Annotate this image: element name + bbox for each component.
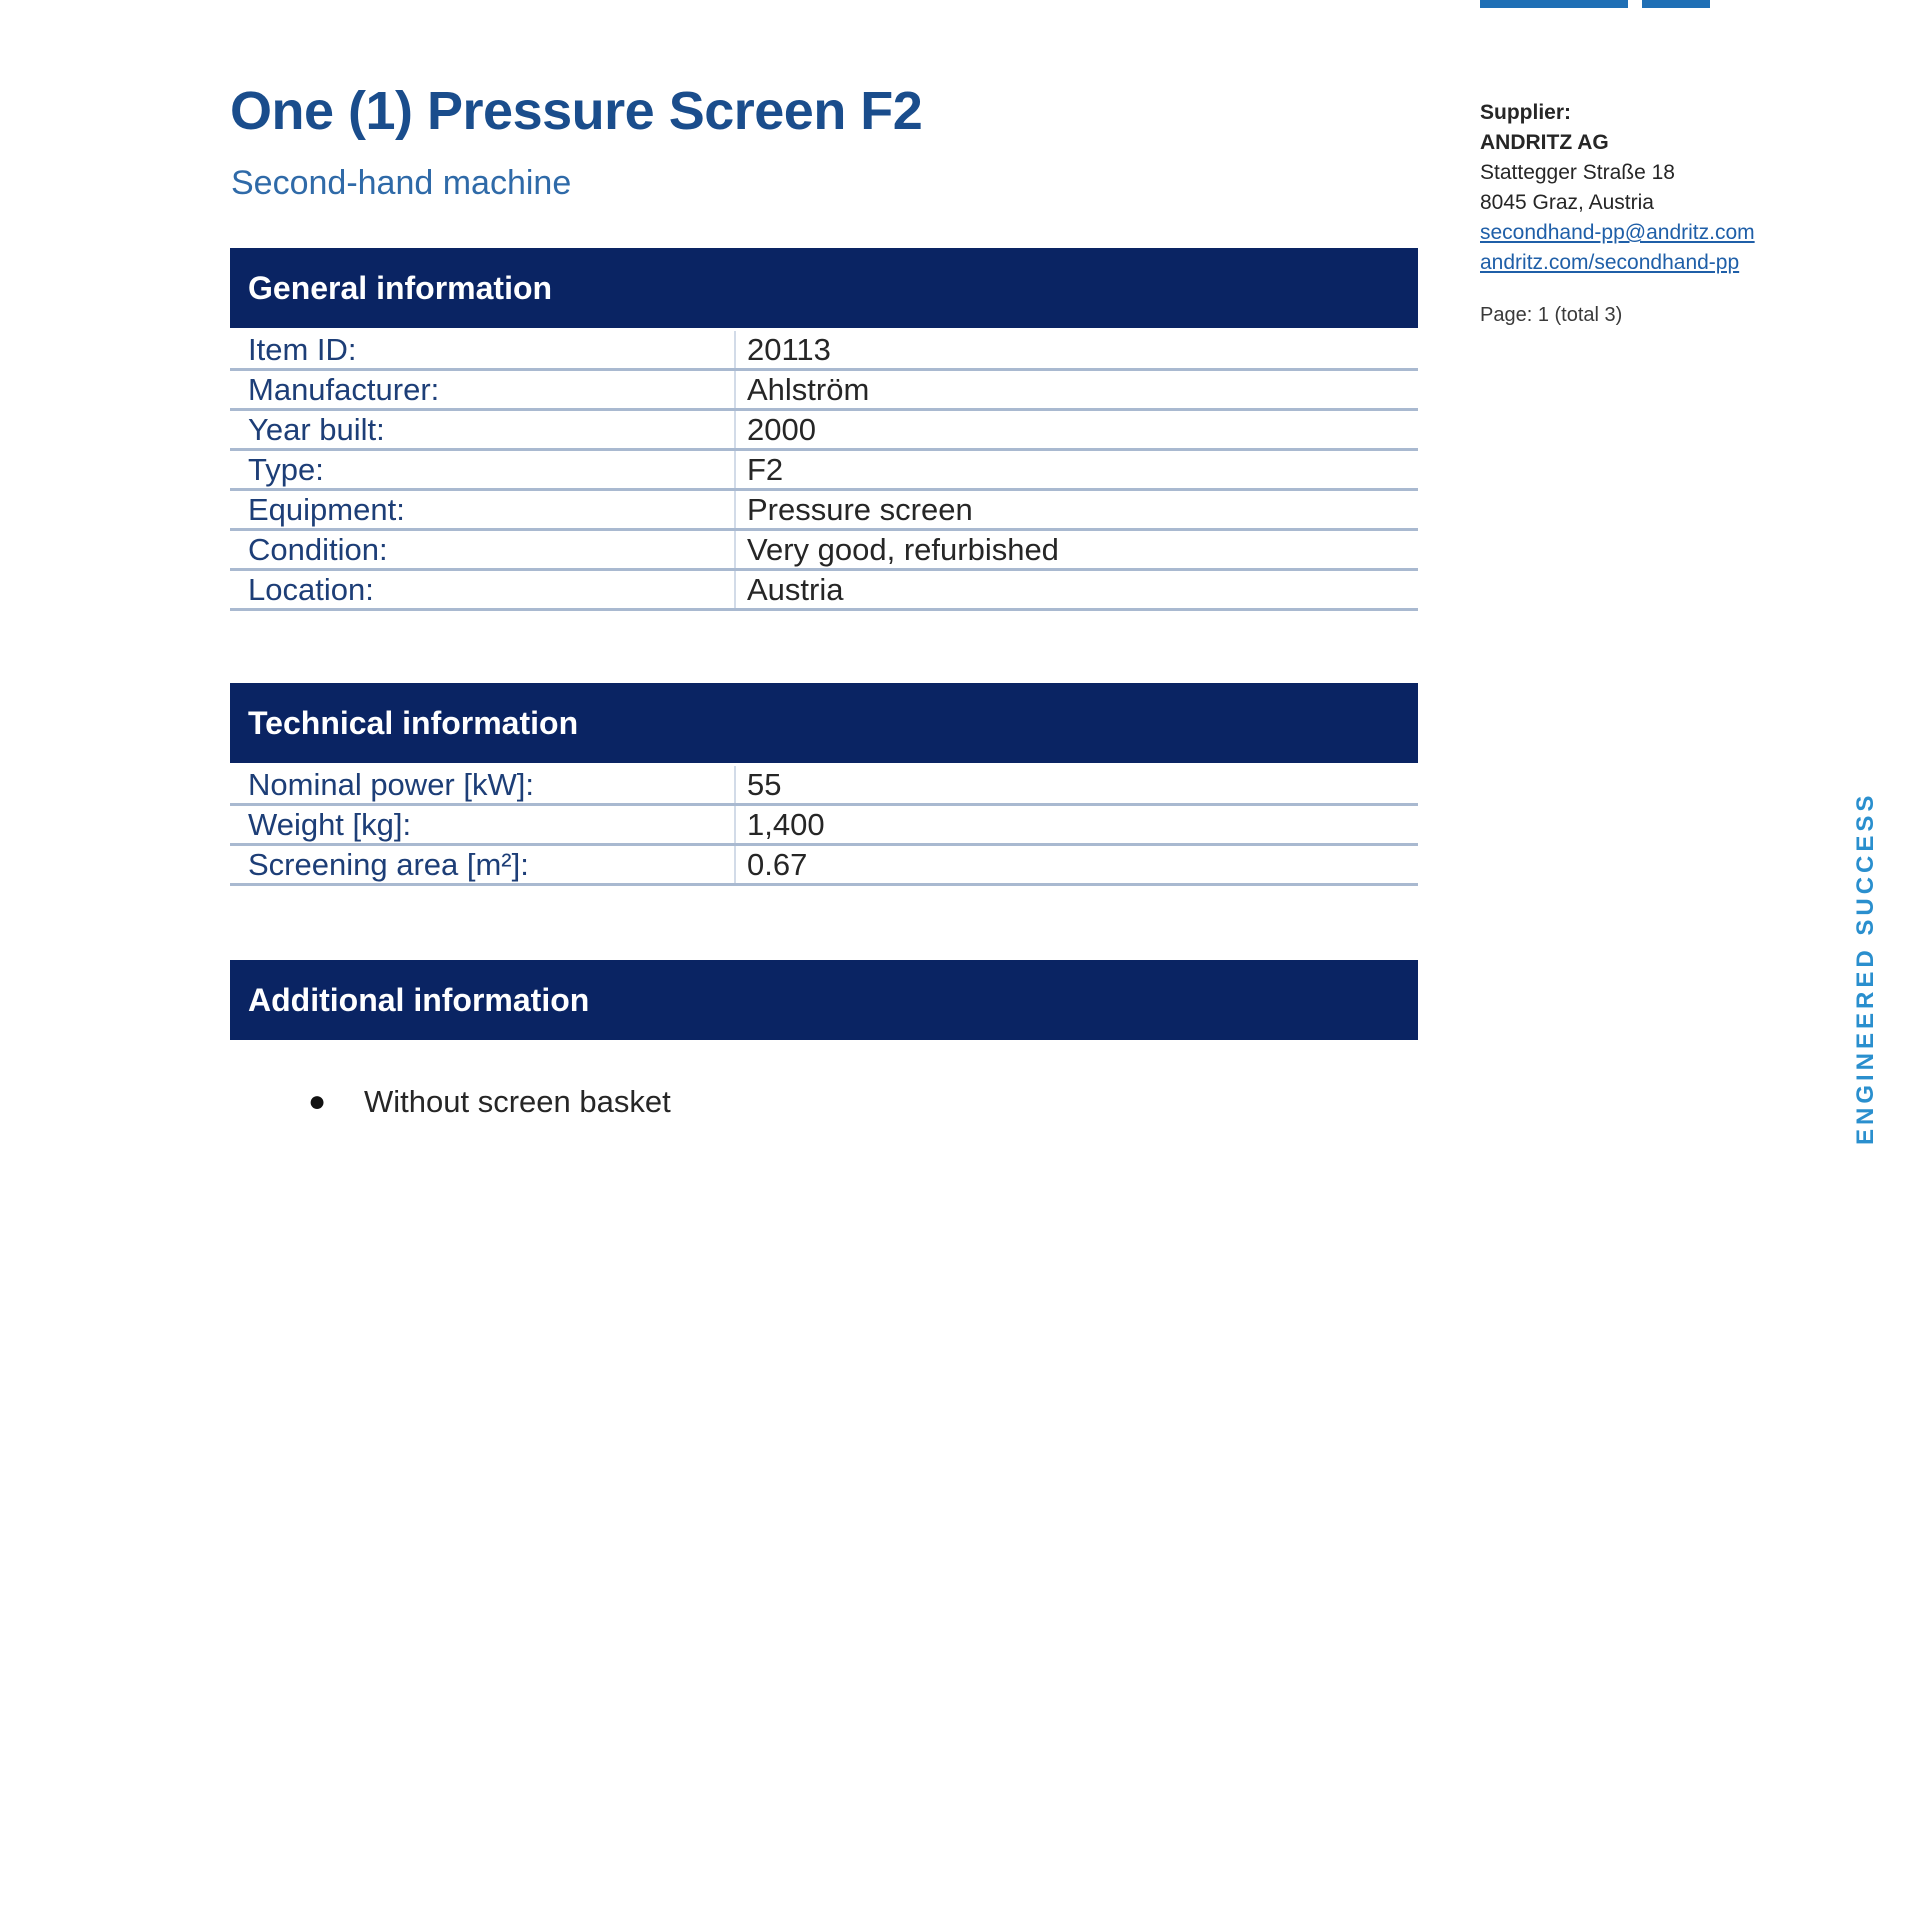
section-heading: Additional information [230, 960, 1418, 1040]
additional-information-list [230, 1082, 1418, 1122]
field-value: 55 [735, 766, 1418, 805]
field-label: Weight [kg]: [230, 805, 735, 845]
supplier-street: Stattegger Straße 18 [1480, 161, 1675, 184]
page-title: One (1) Pressure Screen F2 [230, 81, 923, 141]
additional-information-section [230, 960, 1418, 1122]
section-heading: Technical information [230, 683, 1418, 763]
table-row [230, 845, 1418, 885]
field-value: 1,400 [735, 805, 1418, 845]
field-label: Screening area [m²]: [230, 845, 735, 885]
table-row [230, 766, 1418, 805]
supplier-company: ANDRITZ AG [1480, 131, 1609, 154]
list-item-text: Without screen basket [364, 1084, 671, 1119]
field-label: Location: [230, 570, 735, 610]
bullet-icon: ● [308, 1085, 327, 1118]
general-information-section [230, 248, 1418, 611]
field-value: F2 [735, 450, 1418, 490]
field-value: Ahlström [735, 370, 1418, 410]
field-value: Very good, refurbished [735, 530, 1418, 570]
field-value: Austria [735, 570, 1418, 610]
field-value: 0.67 [735, 845, 1418, 885]
field-label: Manufacturer: [230, 370, 735, 410]
brand-logo-bar [1642, 0, 1710, 8]
page-number: Page: 1 (total 3) [1480, 304, 1623, 326]
supplier-block [1480, 98, 1755, 278]
field-label: Nominal power [kW]: [230, 766, 735, 805]
brand-tagline: ENGINEERED SUCCESS [1852, 791, 1879, 1145]
field-value: 20113 [735, 331, 1418, 370]
page-subtitle: Second-hand machine [231, 164, 572, 202]
section-heading: General information [230, 248, 1418, 328]
table-row [230, 410, 1418, 450]
field-label: Type: [230, 450, 735, 490]
supplier-city: 8045 Graz, Austria [1480, 191, 1654, 214]
field-value: 2000 [735, 410, 1418, 450]
field-value: Pressure screen [735, 490, 1418, 530]
table-row [230, 530, 1418, 570]
list-item [230, 1082, 1418, 1122]
technical-information-section [230, 683, 1418, 886]
brand-logo-bar [1480, 0, 1628, 8]
table-row [230, 331, 1418, 370]
supplier-email-link[interactable]: secondhand-pp@andritz.com [1480, 221, 1755, 244]
table-row [230, 570, 1418, 610]
field-label: Equipment: [230, 490, 735, 530]
field-label: Item ID: [230, 331, 735, 370]
general-information-table [230, 331, 1418, 611]
table-row [230, 490, 1418, 530]
field-label: Condition: [230, 530, 735, 570]
technical-information-table [230, 766, 1418, 886]
table-row [230, 450, 1418, 490]
supplier-label: Supplier: [1480, 101, 1572, 124]
supplier-website-link[interactable]: andritz.com/secondhand-pp [1480, 251, 1740, 274]
table-row [230, 805, 1418, 845]
field-label: Year built: [230, 410, 735, 450]
table-row [230, 370, 1418, 410]
